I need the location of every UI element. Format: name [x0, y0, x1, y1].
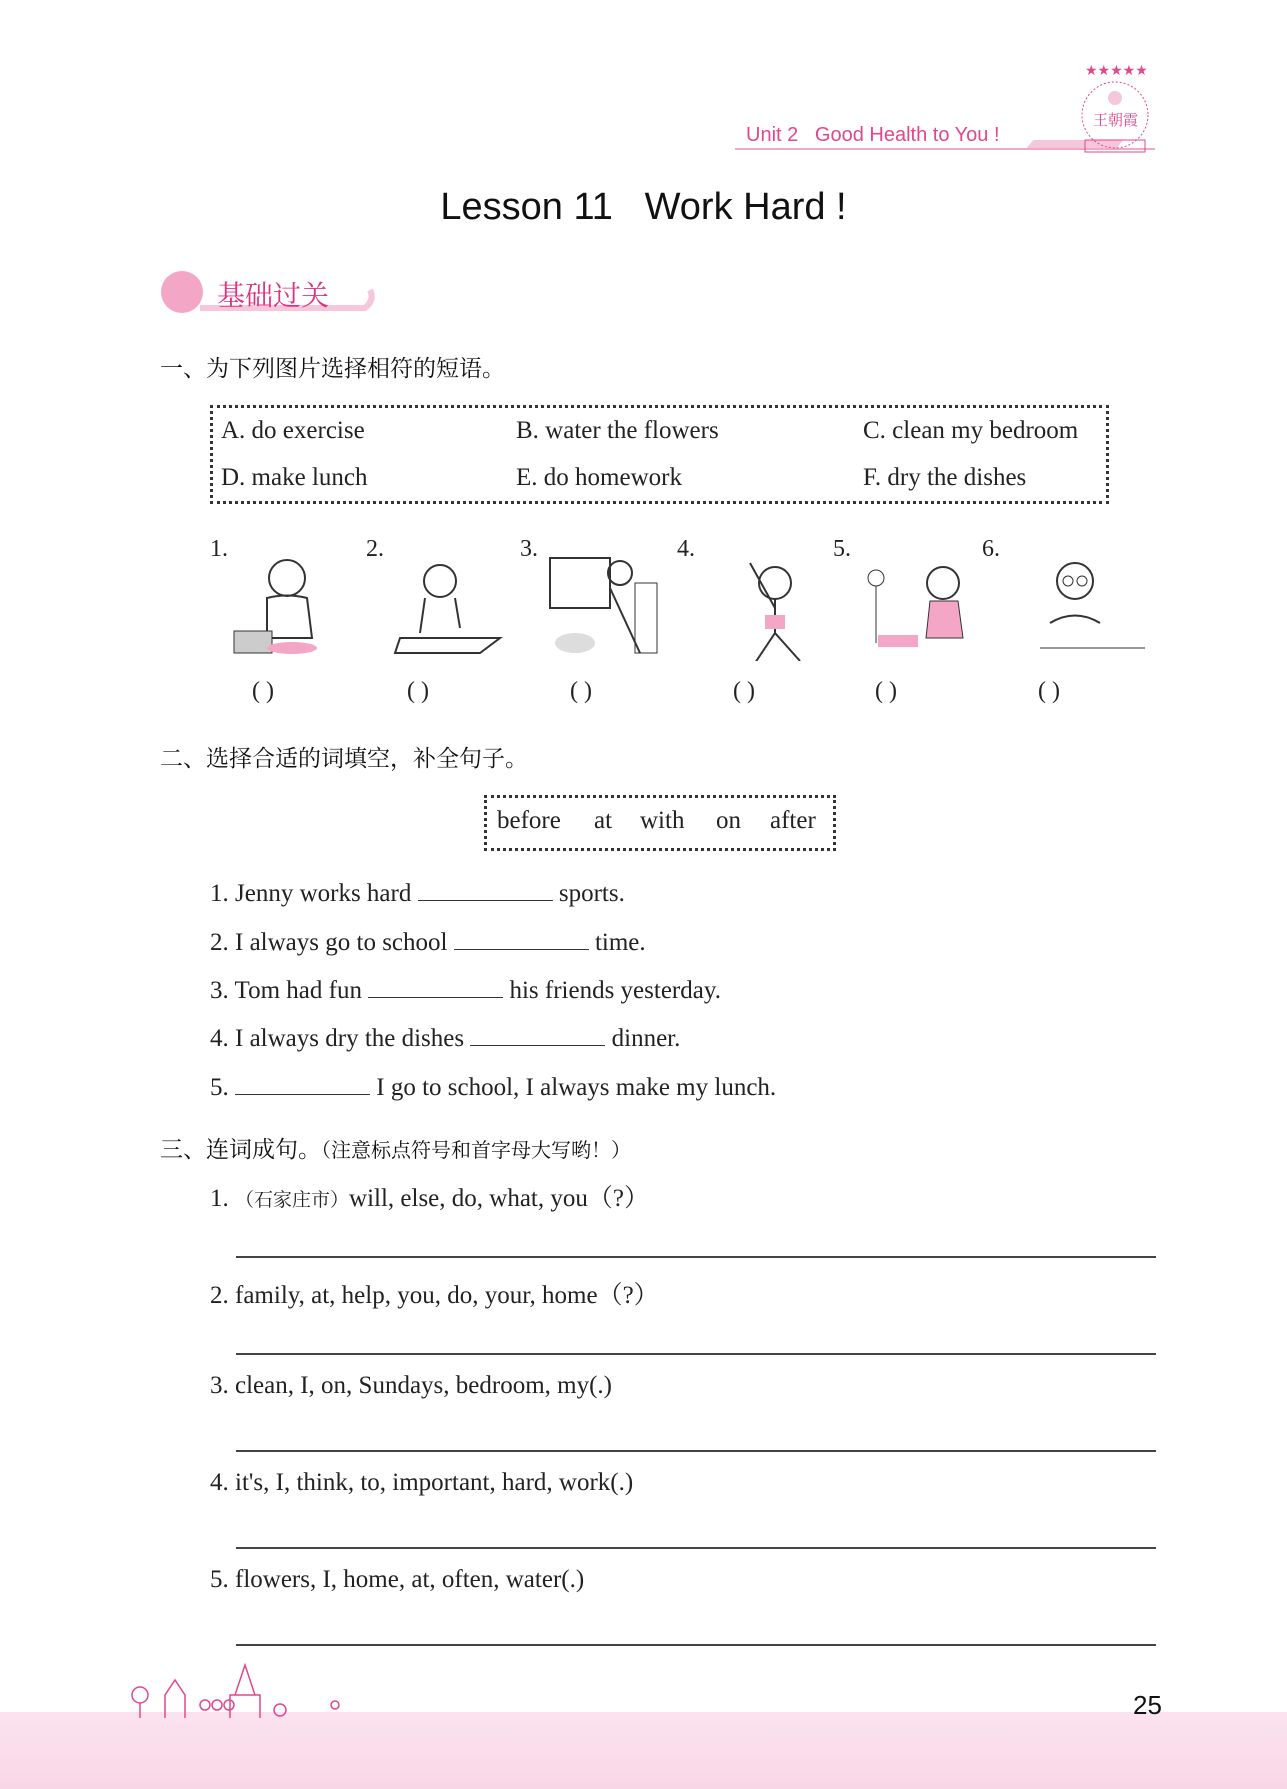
svg-text:王朝霞: 王朝霞 — [1093, 111, 1139, 129]
word-after: after — [770, 807, 816, 834]
sentence-1: 1. Jenny works hard sports. — [210, 880, 625, 907]
answer-line-5[interactable] — [236, 1644, 1156, 1646]
answer-line-2[interactable] — [236, 1353, 1156, 1355]
unit-label: Unit 2 — [746, 124, 799, 146]
lesson-title: Lesson 11 Work Hard ! — [440, 186, 847, 228]
section3-heading: 三、连词成句。（注意标点符号和首字母大写哟！） — [160, 1136, 631, 1162]
answer-blank-6[interactable]: ( ) — [1038, 678, 1060, 704]
answer-blank-5[interactable]: ( ) — [875, 678, 897, 704]
scramble-5: 5. flowers, I, home, at, often, water(.) — [210, 1566, 585, 1593]
word-with: with — [640, 807, 685, 834]
girl-watering-flowers-icon — [858, 553, 976, 661]
unit-title: Good Health to You ! — [814, 124, 1000, 146]
fill-blank[interactable] — [418, 878, 553, 901]
option-c: C. clean my bedroom — [863, 417, 1079, 444]
publisher-logo — [1075, 60, 1155, 155]
sentence-4: 4. I always dry the dishes dinner. — [210, 1025, 681, 1052]
sentence-3: 3. Tom had fun his friends yesterday. — [210, 977, 721, 1004]
option-e: E. do homework — [516, 464, 682, 491]
svg-text:★★★★★: ★★★★★ — [1085, 64, 1148, 79]
boy-drying-dishes-icon — [1030, 553, 1148, 661]
picture-number: 5. — [833, 536, 851, 562]
fill-blank[interactable] — [235, 1072, 370, 1095]
answer-line-1[interactable] — [236, 1256, 1156, 1258]
option-a: A. do exercise — [221, 417, 365, 444]
girl-vacuuming-icon — [545, 553, 663, 661]
picture-number: 2. — [366, 536, 384, 562]
fill-blank[interactable] — [454, 927, 589, 950]
word-at: at — [594, 807, 613, 834]
badge-label: 基础过关 — [217, 280, 330, 311]
answer-line-4[interactable] — [236, 1547, 1156, 1549]
girl-exercising-icon — [720, 553, 838, 661]
unit-header — [746, 124, 1000, 147]
answer-blank-4[interactable]: ( ) — [733, 678, 755, 704]
answer-blank-2[interactable]: ( ) — [407, 678, 429, 704]
sentence-2: 2. I always go to school time. — [210, 929, 646, 956]
footer-band — [0, 1712, 1287, 1789]
answer-line-3[interactable] — [236, 1450, 1156, 1452]
option-b: B. water the flowers — [516, 417, 719, 444]
word-on: on — [716, 807, 741, 834]
page-number: 25 — [1133, 1690, 1162, 1720]
option-f: F. dry the dishes — [863, 464, 1027, 491]
section1-heading: 一、为下列图片选择相符的短语。 — [160, 355, 505, 381]
answer-blank-3[interactable]: ( ) — [570, 678, 592, 704]
scramble-1: 1. （石家庄市）will, else, do, what, you（?） — [210, 1185, 649, 1212]
word-before: before — [497, 807, 561, 834]
scramble-4: 4. it's, I, think, to, important, hard, work(.) — [210, 1469, 634, 1496]
section3-note: （注意标点符号和首字母大写哟！） — [321, 1138, 631, 1162]
option-d: D. make lunch — [221, 464, 368, 491]
picture-number: 1. — [210, 536, 228, 562]
fill-blank[interactable] — [470, 1023, 605, 1046]
picture-number: 6. — [982, 536, 1000, 562]
boy-cooking-icon — [232, 553, 350, 661]
scramble-2: 2. family, at, help, you, do, your, home（?） — [210, 1282, 659, 1309]
picture-number: 4. — [677, 536, 695, 562]
girl-writing-icon — [390, 553, 508, 661]
source-tag: （石家庄市） — [235, 1189, 350, 1211]
scramble-3: 3. clean, I, on, Sundays, bedroom, my(.) — [210, 1372, 613, 1399]
answer-blank-1[interactable]: ( ) — [252, 678, 274, 704]
picture-number: 3. — [520, 536, 538, 562]
town-doodle-icon — [120, 1650, 400, 1720]
fill-blank[interactable] — [368, 975, 503, 998]
section2-heading: 二、选择合适的词填空，补全句子。 — [160, 745, 528, 771]
sentence-5: 5. I go to school, I always make my lunch. — [210, 1074, 777, 1101]
